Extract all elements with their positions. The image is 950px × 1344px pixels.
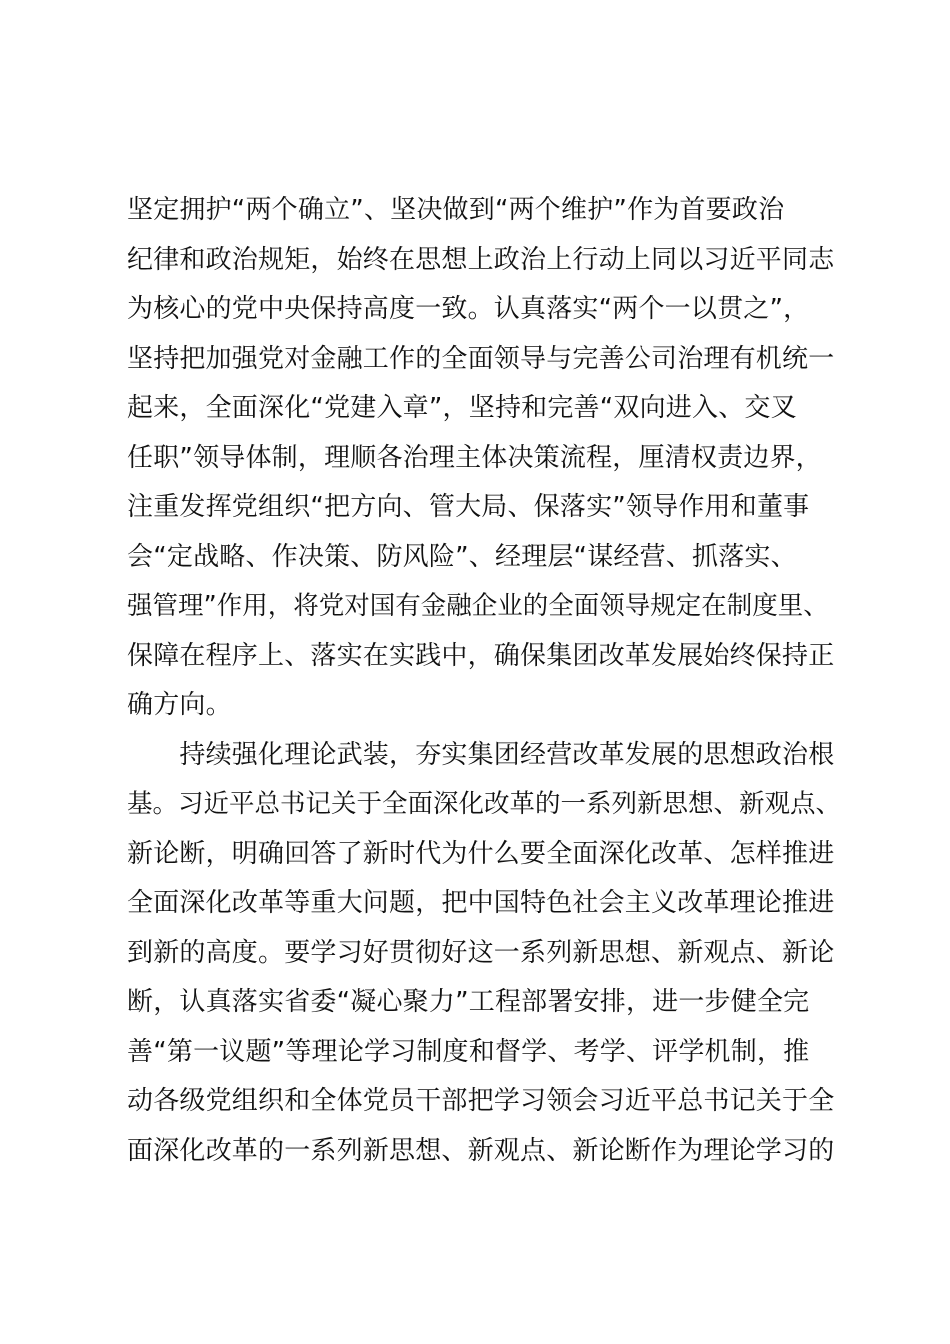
text-line: 确方向。 <box>127 690 232 720</box>
text-line: 善“第一议题”等理论学习制度和督学、考学、评学机制，推 <box>127 1036 810 1067</box>
text-line: 任职”领导体制，理顺各治理主体决策流程，厘清权责边界， <box>127 442 822 473</box>
text-line: 动各级党组织和全体党员干部把学习领会习近平总书记关于全 <box>127 1086 835 1116</box>
text-line: 强管理”作用，将党对国有金融企业的全面领导规定在制度里、 <box>127 591 829 621</box>
text-line: 坚定拥护“两个确立”、坚决做到“两个维护”作为首要政治 <box>127 195 785 225</box>
text-line: 为核心的党中央保持高度一致。认真落实“两个一以贯之”， <box>127 294 810 324</box>
text-line: 新论断，明确回答了新时代为什么要全面深化改革、怎样推进 <box>127 838 835 869</box>
text-line: 注重发挥党组织“把方向、管大局、保落实”领导作用和董事 <box>127 492 810 522</box>
text-line: 纪律和政治规矩，始终在思想上政治上行动上同以习近平同志 <box>127 244 835 275</box>
text-line: 全面深化改革等重大问题，把中国特色社会主义改革理论推进 <box>127 888 835 918</box>
text-line: 起来，全面深化“党建入章”，坚持和完善“双向进入、交叉 <box>127 393 797 423</box>
text-line: 面深化改革的一系列新思想、新观点、新论断作为理论学习的 <box>127 1135 835 1166</box>
body-text <box>127 186 847 1176</box>
text-line: 坚持把加强党对金融工作的全面领导与完善公司治理有机统一 <box>127 343 835 374</box>
text-line: 基。习近平总书记关于全面深化改革的一系列新思想、新观点、 <box>127 789 842 819</box>
paragraph-start-line: 持续强化理论武装，夯实集团经营改革发展的思想政治根 <box>127 739 835 770</box>
text-line: 会“定战略、作决策、防风险”、经理层“谋经营、抓落实、 <box>127 541 797 572</box>
text-line: 到新的高度。要学习好贯彻好这一系列新思想、新观点、新论 <box>127 937 835 968</box>
text-line: 保障在程序上、落实在实践中，确保集团改革发展始终保持正 <box>127 640 835 671</box>
text-line: 断，认真落实省委“凝心聚力”工程部署安排，进一步健全完 <box>127 987 810 1017</box>
